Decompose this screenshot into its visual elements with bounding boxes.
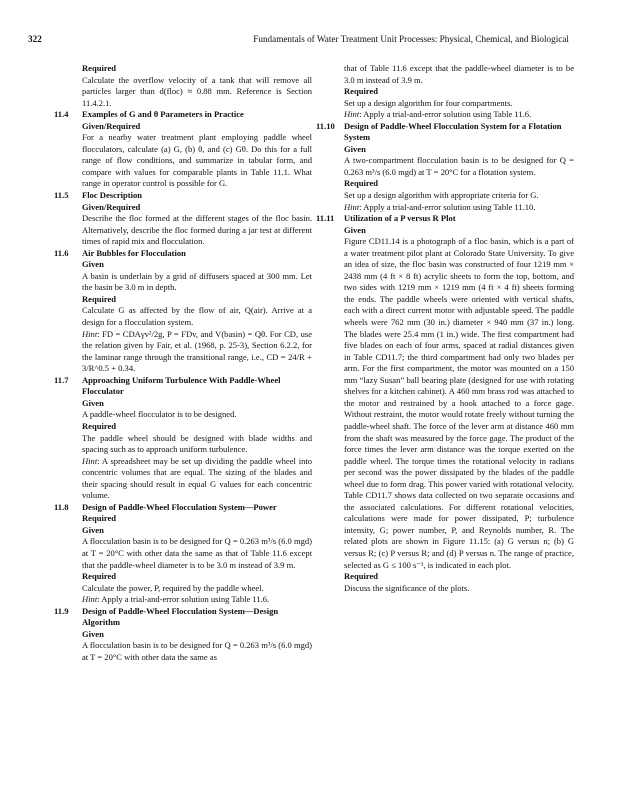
hint-paragraph <box>344 109 574 121</box>
subheading: Given/Required <box>82 120 141 131</box>
section-title: Approaching Uniform Turbulence With Paddle-Wheel Flocculator <box>82 374 281 397</box>
hint-paragraph <box>82 456 312 502</box>
section-11-5-body <box>54 202 312 248</box>
section-title: Floc Description <box>82 190 143 201</box>
given-text: A paddle-wheel flocculator is to be designed. <box>82 409 237 420</box>
section-number: 11.8 <box>54 501 69 512</box>
required-text: Set up a design algorithm with appropriate criteria for G. <box>344 190 539 201</box>
required-text: The paddle wheel should be designed with blade widths and spacing such as to approach uniform turbulence. <box>82 432 312 455</box>
required-heading: Required <box>344 178 379 189</box>
hint-text: : Apply a trial-and-error solution using Table 11.6. <box>359 109 532 120</box>
section-title: Examples of G and θ Parameters in Practice <box>82 109 244 120</box>
section-11-6-body <box>54 259 312 374</box>
given-heading: Given <box>82 397 104 408</box>
continued-text: that of Table 11.6 except that the paddle-wheel diameter is to be 3.0 m instead of 3.9 m. <box>344 63 574 85</box>
given-text: A two-compartment flocculation basin is to be designed for Q = 0.263 m³/s (6.0 mgd) at T = 20°C for a flotation system. <box>344 155 574 177</box>
hint-paragraph <box>82 329 312 375</box>
paragraph: Describe the floc formed at the different stages of the floc basin. Alternatively, describe the floc formed during a jar test at different times of rapid mix and flocculation. <box>82 213 312 247</box>
hint-text: : Apply a trial-and-error solution using Table 11.6. <box>97 594 270 605</box>
required-text: Calculate the power, P, required by the paddle wheel. <box>82 582 264 593</box>
hint-label: Hint <box>344 109 360 120</box>
section-number: 11.9 <box>54 605 69 616</box>
hint-paragraph <box>344 202 574 214</box>
continued-block <box>316 63 574 121</box>
required-heading: Required <box>82 420 117 431</box>
section-title: Design of Paddle-Wheel Flocculation System—Power Required <box>82 501 277 524</box>
given-text: Figure CD11.14 is a photograph of a floc basin, which is a part of a water treatment pilot plant at Colorado State University. To give an idea of size, the floc basin was constructed of four 1219 mm × 2438 mm (4 ft × 8 ft) acrylic sheets to form the top, bottom, and two sides with 1219 mm × 1219 mm (4 ft × 4 ft) sheets forming the ends. The paddle wheels were oriented with vertical shafts, each with a direct current motor with adjustable speed. The paddle wheels were 762 mm (30 in.) diameter × 940 mm (37 in.) long. The blades were 25.4 mm (1 in.) wide. The first compartment had five blades on each of four arms, spaced at radial distances given in Table CD11.7; the third compartment had only two blades per arm. For the first compartment, the motor was mounted on a 150 mm “lazy Susan” ball bearing plate (designed for use with rotating shelves for a kitchen cabinet). A 460 mm brass rod was attached to the motor and restrained by a hook attached to a force gage. Without restraint, the motor would rotate freely without turning the paddle-wheel shaft. The force of the lever arm at distance 460 mm from the shaft was measured by the force gage. The product of the force times the lever arm distance was the torque exerted on the paddle wheel. The torque times the rotational velocity in radians per second was the power dissipated by the blades of the paddle wheel due to form drag. This power varied with rotational velocity. Table CD11.7 shows data collected on two separate occasions and the associated calculations. For different rotational velocities, calculations were made for power dissipated, P; turbulence intensity, G; power number, P, and Reynolds number, R. The related plots are shown in Figure 11.15: (a) G versus n; (b) G versus R; (c) P versus R; and (d) P versus n. The range of practice, selected as G ≤ 100 s⁻¹, is indicated in each plot. <box>344 236 574 570</box>
section-number: 11.10 <box>316 120 335 131</box>
given-text: A flocculation basin is to be designed for Q = 0.263 m³/s (6.0 mgd) at T = 20°C with other data the same as that of Table 11.6 except that the paddle-wheel diameter is to be 3.0 m instead of 3.9 m. <box>82 536 312 570</box>
given-heading: Given <box>82 524 104 535</box>
given-heading: Given <box>344 143 366 154</box>
intro-heading: Required <box>82 63 117 73</box>
subheading: Given/Required <box>82 201 141 212</box>
section-11-7-body <box>54 398 312 502</box>
paragraph: For a nearby water treatment plant employing paddle wheel flocculators, calculate (a) G, (b) θ, and (c) Gθ. Do this for a full range of flow conditions, and summarize in tabular form, and compare with values for comparable plants in Table 11.1. What range in operator control is possible for G. <box>82 132 312 189</box>
hint-text: : Apply a trial-and-error solution using Table 11.10. <box>359 201 536 212</box>
section-11-6 <box>54 248 312 260</box>
required-text: Discuss the significance of the plots. <box>344 582 470 593</box>
hint-text: : FD = CDAγv²/2g, P = FDv, and V(basin) = Qθ. For CD, use the relation given by Fair, et al. (1968, p. 25-3), Section 6.2.2, for the laminar range through the transitional range, i.e., CD = 24/R + 3/R^0.5 + 0.34. <box>82 328 312 374</box>
section-number: 11.5 <box>54 190 69 201</box>
required-heading: Required <box>82 293 117 304</box>
given-text: A flocculation basin is to be designed for Q = 0.263 m³/s (6.0 mgd) at T = 20°C with other data the same as <box>82 640 312 662</box>
section-11-11 <box>316 213 574 225</box>
hint-label: Hint <box>82 455 98 466</box>
required-heading: Required <box>344 571 379 582</box>
hint-paragraph <box>82 594 312 606</box>
section-11-10-body <box>316 144 574 213</box>
hint-label: Hint <box>82 594 98 605</box>
section-title: Design of Paddle-Wheel Flocculation System—Design Algorithm <box>82 605 279 628</box>
running-title: Fundamentals of Water Treatment Unit Processes: Physical, Chemical, and Biological <box>253 34 569 44</box>
section-11-4-body <box>54 121 312 190</box>
section-11-9-body <box>54 629 312 664</box>
section-11-5 <box>54 190 312 202</box>
section-11-9 <box>54 606 312 629</box>
given-heading: Given <box>82 259 104 270</box>
given-heading: Given <box>344 224 366 235</box>
given-heading: Given <box>82 628 104 639</box>
page-header <box>28 34 569 44</box>
section-number: 11.6 <box>54 247 69 258</box>
intro-text: Calculate the overflow velocity of a tank that will remove all particles larger than d(floc) ≈ 0.88 mm. Reference is Section 11.4.2.1. <box>82 74 312 108</box>
given-text: A basin is underlain by a grid of diffusers spaced at 300 mm. Let the basin be 3.0 m in depth. <box>82 270 312 293</box>
section-11-4 <box>54 109 312 121</box>
section-number: 11.11 <box>316 213 335 224</box>
section-title: Air Bubbles for Flocculation <box>82 247 186 258</box>
hint-text: : A spreadsheet may be set up dividing the paddle wheel into concentric volumes that are equal. The sizing of the blades and their spacing should result in equal G values for each concentric volume. <box>82 455 312 501</box>
page-number: 322 <box>28 34 42 44</box>
left-column <box>54 63 312 663</box>
required-heading: Required <box>344 86 379 97</box>
intro-block <box>54 63 312 109</box>
section-11-11-body <box>316 225 574 595</box>
section-11-10 <box>316 121 574 144</box>
section-title: Utilization of a P versus R Plot <box>344 213 456 224</box>
section-number: 11.4 <box>54 109 69 120</box>
section-11-7 <box>54 375 312 398</box>
required-heading: Required <box>82 571 117 582</box>
right-column <box>316 63 574 594</box>
section-number: 11.7 <box>54 374 69 385</box>
required-text: Calculate G as affected by the flow of air, Q(air). Arrive at a design for a flocculation system. <box>82 305 312 328</box>
required-text: Set up a design algorithm for four compartments. <box>344 97 513 108</box>
hint-label: Hint <box>344 201 360 212</box>
hint-label: Hint <box>82 328 98 339</box>
section-11-8 <box>54 502 312 525</box>
section-title: Design of Paddle-Wheel Flocculation System for a Flotation System <box>344 120 562 143</box>
section-11-8-body <box>54 525 312 606</box>
